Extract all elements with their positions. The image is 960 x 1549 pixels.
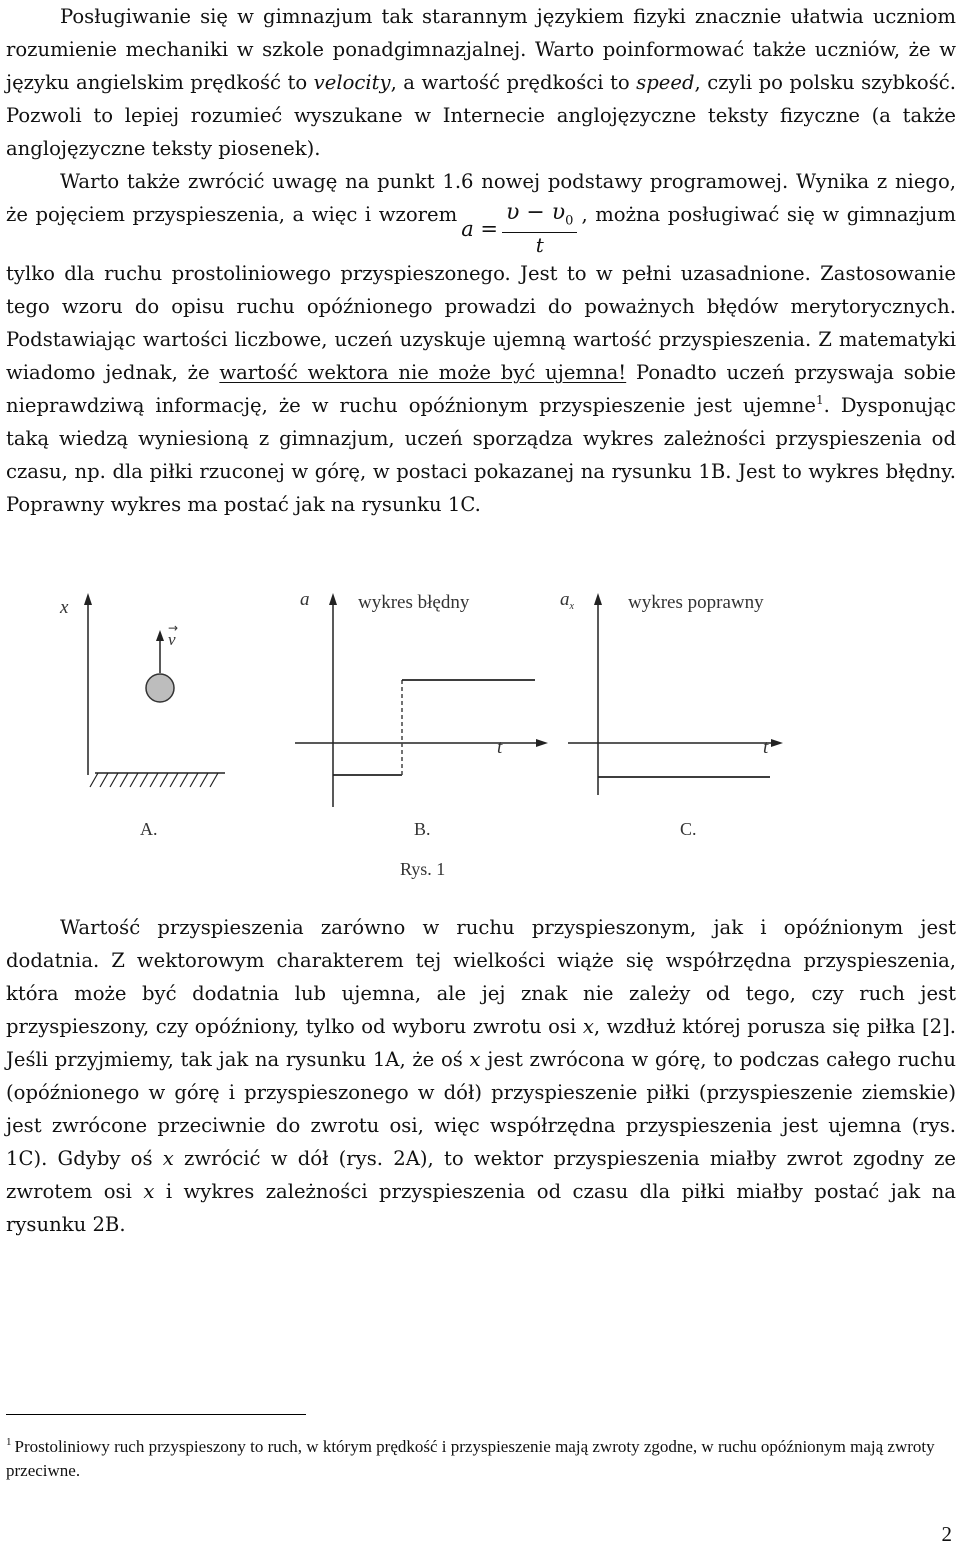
panel-b xyxy=(295,589,548,839)
panel-c xyxy=(560,589,783,839)
panel-c-x-axis-label: t xyxy=(763,737,769,758)
footnote xyxy=(6,1430,946,1483)
ball-icon xyxy=(146,674,174,702)
formula-numerator: $\upsilon - \upsilon_0$ xyxy=(502,202,577,233)
text-run: Wartość przyspieszenia zarówno w ruchu przyspieszonym, jak i opóźnionym jest dodatnia. Z wektorowym charakterem tej wielkości wiąże się współrzędna przyspieszenia, która może być dodatnia lub ujemna, ale jej znak nie zależy od tego, czy ruch jest przyspieszony, czy opóźniony, tylko od wyboru zwrotu osi xyxy=(6,916,956,1038)
panel-b-y-axis-label: a xyxy=(300,589,310,610)
figure-rys-1 xyxy=(40,585,800,885)
panel-a-axis-label: x xyxy=(60,597,69,618)
paragraph-intro xyxy=(6,0,956,521)
axis-symbol: x xyxy=(582,1015,594,1038)
acceleration-formula xyxy=(461,199,577,258)
panel-b-x-axis-label: t xyxy=(497,737,503,758)
panel-c-y-axis-label: $a_x$ xyxy=(560,589,574,612)
formula-subscript: 0 xyxy=(565,213,574,229)
text-run: , czyli po polsku szybkość. Pozwoli to lepiej rozumieć wyszukane w Internecie anglojęzyczne teksty fizyczne (a także anglojęzyczne teksty piosenek). xyxy=(6,71,956,160)
text-run: Warto także zwrócić uwagę na punkt 1.6 nowej podstawy programowej. Wynika z niego, że pojęciem przyspieszenia, a więc i wzorem xyxy=(6,170,956,226)
text-run: zwrócić w dół (rys. 2A), to wektor przyspieszenia miałby zwrot zgodny ze zwrotem osi xyxy=(6,1147,956,1203)
term-speed: speed xyxy=(636,71,695,94)
text-run: , można posługiwać się w gimnazjum tylko dla ruchu prostoliniowego przyspieszonego. Jest to w pełni uzasadnione. Zastosowanie tego wzoru do opisu ruchu opóźnionego prowadzi do poważnych błędów merytorycznych. Podstawiając wartości liczbowe, uczeń uzyskuje ujemną wartość przyspieszenia. Z matematyki wiadomo jednak, że xyxy=(6,203,957,385)
page-number: 2 xyxy=(941,1522,952,1546)
formula-lhs: a = xyxy=(461,217,498,241)
a-axis-arrow-icon xyxy=(329,593,337,605)
formula-fraction xyxy=(502,199,577,258)
text-run: , a wartość prędkości to xyxy=(390,71,637,94)
panel-a-label: A. xyxy=(140,819,158,839)
vector-arrow-icon: → xyxy=(168,621,179,635)
text-run: , wzdłuż której porusza się piłka [2]. Jeśli przyjmiemy, tak jak na rysunku 1A, że oś xyxy=(6,1015,956,1071)
term-velocity: velocity xyxy=(313,71,391,94)
panel-b-title: wykres błędny xyxy=(358,592,470,613)
text-run: . Dysponując taką wiedzą wyniesioną z gimnazjum, uczeń sporządza wykres zależności przyspieszenia od czasu, np. dla piłki rzuconej w górę, w postaci pokazanej na rysunku 1B. Jest to wykres błędny. Poprawny wykres ma postać jak na rysunku 1C. xyxy=(6,394,956,517)
text-run: i wykres zależności przyspieszenia od czasu dla piłki miałby postać jak na rysunku 2B. xyxy=(6,1180,956,1236)
panel-b-label: B. xyxy=(414,819,431,839)
text-run: jest zwrócona w górę, to podczas całego ruchu (opóźnionego w górę i przyspieszonego w dół) przyspieszenie piłki (przyspieszenie ziemskie) jest zwrócone przeciwnie do zwrotu osi, więc współrzędna przyspieszenia jest ujemna (rys. 1C). Gdyby oś xyxy=(6,1048,956,1170)
panel-a xyxy=(59,593,225,839)
footnote-number: 1 xyxy=(6,1436,12,1448)
paragraph-explanation xyxy=(6,911,956,1241)
ax-axis-arrow-icon xyxy=(594,593,602,605)
x-axis-arrow-icon xyxy=(84,593,92,605)
figure-caption: Rys. 1 xyxy=(400,859,446,879)
panel-c-title: wykres poprawny xyxy=(628,592,764,613)
text-run: Posługiwanie się w gimnazjum tak starannym językiem fizyki znacznie ułatwia uczniom rozumienie mechaniki w szkole ponadgimnazjalnej. Warto poinformować także uczniów, że w języku angielskim prędkość to xyxy=(6,5,956,94)
panel-c-label: C. xyxy=(680,819,697,839)
t-axis-arrow-icon xyxy=(771,739,783,747)
axis-symbol: x xyxy=(162,1147,174,1170)
text-run: Ponadto uczeń przyswaja sobie nieprawdziwą informację, że w ruchu opóźnionym przyspieszenie jest ujemne xyxy=(6,361,956,418)
ground-hatching-icon xyxy=(90,773,218,787)
footnote-reference[interactable]: 1 xyxy=(815,393,824,408)
footnote-divider xyxy=(6,1414,306,1415)
velocity-label: v xyxy=(168,630,176,649)
axis-symbol: x xyxy=(143,1180,155,1203)
t-axis-arrow-icon xyxy=(536,739,548,747)
axis-symbol: x xyxy=(469,1048,481,1071)
footnote-text: Prostoliniowy ruch przyspieszony to ruch, w którym prędkość i przyspieszenie mają zwroty zgodne, w ruchu opóźnionym mają zwroty przeciwne. xyxy=(6,1437,935,1480)
formula-denominator: t xyxy=(535,233,544,258)
velocity-arrow-icon xyxy=(156,630,164,641)
underlined-statement: wartość wektora nie może być ujemna! xyxy=(219,361,627,385)
